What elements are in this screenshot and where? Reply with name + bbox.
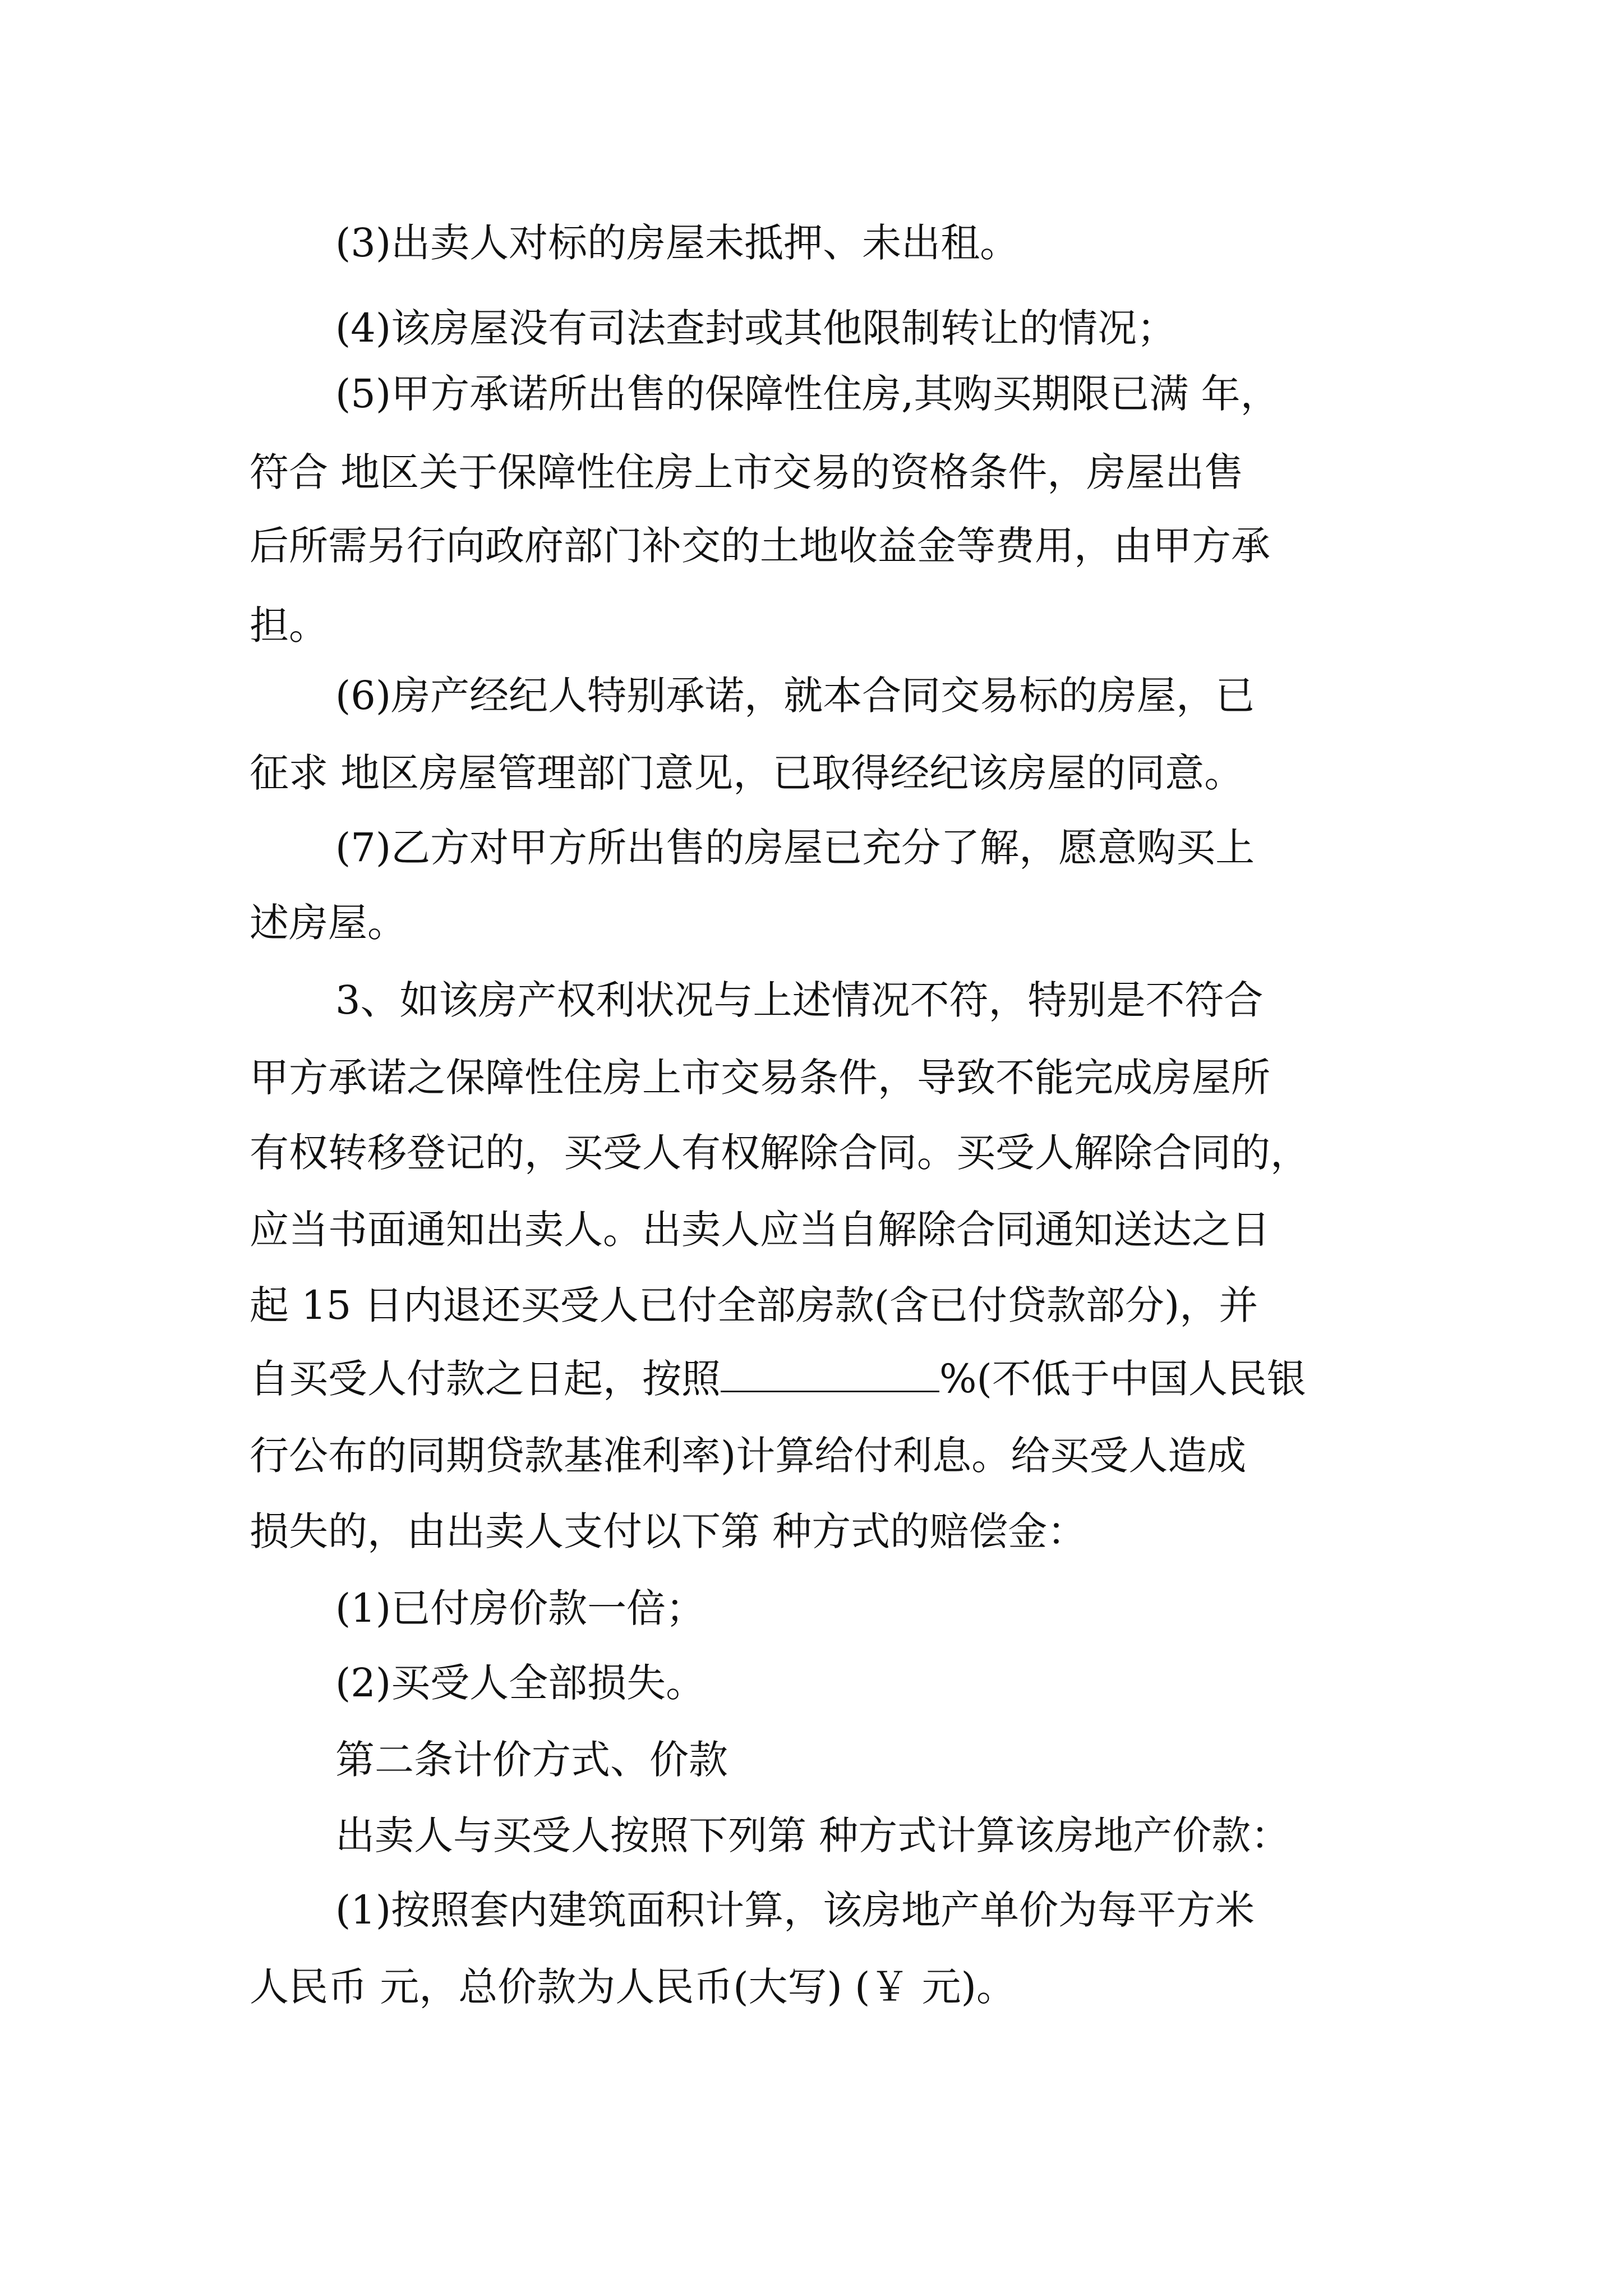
line-text-after-blank: %(不低于中国人民银	[939, 1356, 1306, 1402]
paragraph-line: 人民币 元，总价款为人民币(大写) (￥ 元)。	[250, 1964, 1016, 2010]
paragraph-line: 担。	[250, 602, 328, 648]
paragraph-line: 起 15 日内退还买受人已付全部房款(含已付贷款部分)，并	[250, 1282, 1258, 1328]
paragraph-line: 述房屋。	[250, 900, 407, 946]
paragraph-line: (5)甲方承诺所出售的保障性住房,其购买期限已满 年，	[335, 371, 1280, 417]
paragraph-line: (1)已付房价款一倍；	[335, 1585, 706, 1631]
paragraph-line: 甲方承诺之保障性住房上市交易条件，导致不能完成房屋所	[250, 1055, 1270, 1101]
paragraph-line: (6)房产经纪人特别承诺，就本合同交易标的房屋，已	[335, 673, 1255, 719]
paragraph-line	[250, 1348, 1306, 1410]
section-heading: 第二条计价方式、价款	[335, 1737, 728, 1783]
paragraph-line: 有权转移登记的，买受人有权解除合同。买受人解除合同的，	[250, 1130, 1310, 1176]
line-text-before-blank: 自买受人付款之日起，按照	[250, 1356, 721, 1402]
paragraph-line: (3)出卖人对标的房屋未抵押、未出租。	[335, 220, 1020, 266]
paragraph-line: 行公布的同期贷款基准利率)计算给付利息。给买受人造成	[250, 1433, 1247, 1479]
paragraph-line: (1)按照套内建筑面积计算，该房地产单价为每平方米	[335, 1887, 1255, 1933]
paragraph-line: 征求 地区房屋管理部门意见，已取得经纪该房屋的同意。	[250, 750, 1244, 796]
paragraph-line: 3、如该房产权利状况与上述情况不符，特别是不符合	[335, 977, 1264, 1023]
paragraph-line: (2)买受人全部损失。	[335, 1660, 706, 1706]
paragraph-line: 应当书面通知出卖人。出卖人应当自解除合同通知送达之日	[250, 1207, 1270, 1253]
paragraph-line: 出卖人与买受人按照下列第 种方式计算该房地产价款：	[335, 1812, 1290, 1858]
paragraph-line: (7)乙方对甲方所出售的房屋已充分了解，愿意购买上	[335, 825, 1255, 871]
paragraph-line: 符合 地区关于保障性住房上市交易的资格条件，房屋出售	[250, 449, 1244, 495]
fill-in-blank	[721, 1357, 939, 1392]
paragraph-line: (4)该房屋没有司法查封或其他限制转让的情况；	[335, 305, 1177, 351]
paragraph-line: 损失的，由出卖人支付以下第 种方式的赔偿金：	[250, 1508, 1087, 1554]
paragraph-line: 后所需另行向政府部门补交的土地收益金等费用，由甲方承	[250, 523, 1270, 569]
